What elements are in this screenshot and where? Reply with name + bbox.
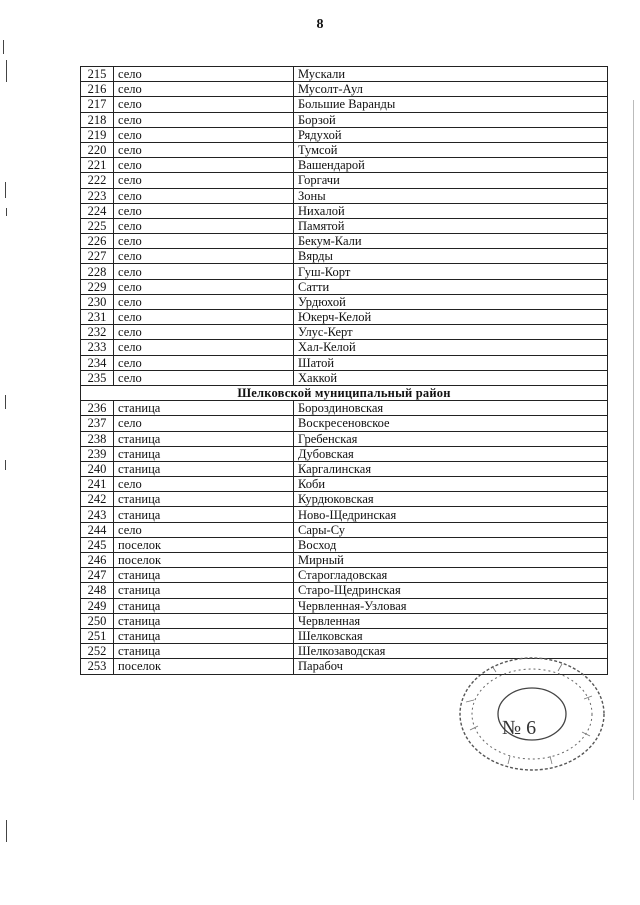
row-number: 252 [81, 644, 114, 659]
settlement-type: село [114, 158, 294, 173]
settlement-type: станица [114, 583, 294, 598]
table-row [81, 188, 608, 203]
settlement-name: Хал-Келой [294, 340, 608, 355]
settlement-name: Шелковская [294, 628, 608, 643]
row-number: 247 [81, 568, 114, 583]
settlement-type: село [114, 477, 294, 492]
settlement-name: Восход [294, 537, 608, 552]
settlement-name: Памятой [294, 218, 608, 233]
settlement-name: Борзой [294, 112, 608, 127]
row-number: 223 [81, 188, 114, 203]
settlement-type: село [114, 310, 294, 325]
seal-stamp-icon [452, 652, 608, 772]
district-name: Шелковской муниципальный район [81, 385, 608, 400]
settlement-name: Урдюхой [294, 294, 608, 309]
settlement-type: поселок [114, 659, 294, 674]
settlement-name: Горгачи [294, 173, 608, 188]
table-row [81, 461, 608, 476]
settlement-name: Нихалой [294, 203, 608, 218]
row-number: 225 [81, 218, 114, 233]
table-row [81, 446, 608, 461]
row-number: 227 [81, 249, 114, 264]
table-row [81, 249, 608, 264]
row-number: 242 [81, 492, 114, 507]
district-header-row [81, 385, 608, 400]
settlement-name: Сары-Су [294, 522, 608, 537]
settlement-type: село [114, 218, 294, 233]
settlement-name: Улус-Керт [294, 325, 608, 340]
settlement-type: село [114, 279, 294, 294]
scan-edge-mark [5, 460, 6, 470]
table-row [81, 431, 608, 446]
row-number: 231 [81, 310, 114, 325]
settlement-type: село [114, 522, 294, 537]
settlement-type: село [114, 112, 294, 127]
settlement-name: Мускали [294, 67, 608, 82]
settlement-name: Тумсой [294, 142, 608, 157]
settlement-type: поселок [114, 553, 294, 568]
settlement-type: село [114, 127, 294, 142]
table-row [81, 112, 608, 127]
row-number: 228 [81, 264, 114, 279]
row-number: 218 [81, 112, 114, 127]
settlement-name: Юкерч-Келой [294, 310, 608, 325]
row-number: 244 [81, 522, 114, 537]
settlement-name: Сатти [294, 279, 608, 294]
table-row [81, 310, 608, 325]
settlement-type: поселок [114, 537, 294, 552]
table-row [81, 158, 608, 173]
stamp-number: № 6 [502, 717, 537, 739]
settlement-type: станица [114, 431, 294, 446]
settlement-type: село [114, 188, 294, 203]
settlements-table-body [81, 67, 608, 675]
settlement-type: станица [114, 446, 294, 461]
settlement-name: Каргалинская [294, 461, 608, 476]
table-row [81, 477, 608, 492]
settlement-type: село [114, 82, 294, 97]
settlement-type: село [114, 67, 294, 82]
settlement-type: село [114, 370, 294, 385]
table-row [81, 82, 608, 97]
settlement-name: Бороздиновская [294, 401, 608, 416]
table-row [81, 583, 608, 598]
settlement-type: станица [114, 644, 294, 659]
settlement-name: Мирный [294, 553, 608, 568]
settlement-name: Хаккой [294, 370, 608, 385]
scan-edge-mark [6, 60, 7, 82]
settlement-name: Курдюковская [294, 492, 608, 507]
settlement-name: Мусолт-Аул [294, 82, 608, 97]
table-row [81, 553, 608, 568]
row-number: 245 [81, 537, 114, 552]
row-number: 241 [81, 477, 114, 492]
scan-edge-mark [3, 40, 4, 54]
table-row [81, 401, 608, 416]
settlement-name: Зоны [294, 188, 608, 203]
row-number: 229 [81, 279, 114, 294]
table-row [81, 97, 608, 112]
row-number: 243 [81, 507, 114, 522]
settlement-type: село [114, 173, 294, 188]
row-number: 240 [81, 461, 114, 476]
row-number: 253 [81, 659, 114, 674]
row-number: 250 [81, 613, 114, 628]
settlement-type: село [114, 203, 294, 218]
settlement-type: станица [114, 613, 294, 628]
settlement-type: село [114, 97, 294, 112]
settlement-name: Ново-Щедринская [294, 507, 608, 522]
settlement-name: Червленная [294, 613, 608, 628]
scan-edge-mark [5, 182, 6, 198]
row-number: 251 [81, 628, 114, 643]
row-number: 217 [81, 97, 114, 112]
settlement-type: село [114, 234, 294, 249]
table-row [81, 294, 608, 309]
settlement-name: Парабоч [294, 659, 608, 674]
table-row [81, 279, 608, 294]
row-number: 239 [81, 446, 114, 461]
row-number: 249 [81, 598, 114, 613]
settlement-name: Шатой [294, 355, 608, 370]
settlement-name: Староглaдовская [294, 568, 608, 583]
settlement-type: село [114, 294, 294, 309]
table-row [81, 67, 608, 82]
settlement-name: Воскресеновское [294, 416, 608, 431]
settlement-name: Гребенская [294, 431, 608, 446]
row-number: 234 [81, 355, 114, 370]
settlement-name: Шелкозаводская [294, 644, 608, 659]
row-number: 238 [81, 431, 114, 446]
row-number: 215 [81, 67, 114, 82]
table-row [81, 142, 608, 157]
table-row [81, 173, 608, 188]
row-number: 246 [81, 553, 114, 568]
table-row [81, 568, 608, 583]
table-row [81, 492, 608, 507]
settlement-name: Дубовская [294, 446, 608, 461]
table-row [81, 537, 608, 552]
row-number: 219 [81, 127, 114, 142]
row-number: 248 [81, 583, 114, 598]
table-row [81, 203, 608, 218]
settlement-type: село [114, 249, 294, 264]
settlement-type: село [114, 355, 294, 370]
scan-edge-mark [6, 820, 7, 842]
settlement-type: село [114, 142, 294, 157]
settlement-name: Гуш-Корт [294, 264, 608, 279]
settlement-type: станица [114, 492, 294, 507]
row-number: 221 [81, 158, 114, 173]
settlements-table [80, 66, 608, 675]
settlement-type: село [114, 340, 294, 355]
row-number: 237 [81, 416, 114, 431]
settlement-name: Большие Варанды [294, 97, 608, 112]
scan-edge-mark [633, 100, 634, 800]
settlement-type: станица [114, 507, 294, 522]
table-row [81, 522, 608, 537]
settlement-type: станица [114, 568, 294, 583]
settlement-type: станица [114, 401, 294, 416]
row-number: 222 [81, 173, 114, 188]
settlement-type: село [114, 325, 294, 340]
table-row [81, 355, 608, 370]
table-row [81, 325, 608, 340]
table-row [81, 416, 608, 431]
settlement-type: станица [114, 628, 294, 643]
table-row [81, 598, 608, 613]
settlement-name: Коби [294, 477, 608, 492]
table-row [81, 218, 608, 233]
row-number: 230 [81, 294, 114, 309]
table-row [81, 628, 608, 643]
row-number: 236 [81, 401, 114, 416]
row-number: 216 [81, 82, 114, 97]
page-number: 8 [316, 17, 324, 32]
scan-edge-mark [6, 208, 7, 216]
settlement-name: Вярды [294, 249, 608, 264]
settlement-type: станица [114, 461, 294, 476]
settlement-name: Бекум-Кали [294, 234, 608, 249]
row-number: 233 [81, 340, 114, 355]
table-row [81, 264, 608, 279]
scan-edge-mark [5, 395, 6, 409]
table-row [81, 507, 608, 522]
row-number: 226 [81, 234, 114, 249]
settlement-type: станица [114, 598, 294, 613]
settlement-type: село [114, 416, 294, 431]
settlement-name: Червленная-Узловая [294, 598, 608, 613]
settlement-name: Рядухой [294, 127, 608, 142]
table-row [81, 613, 608, 628]
table-row [81, 340, 608, 355]
table-row [81, 370, 608, 385]
row-number: 232 [81, 325, 114, 340]
table-row [81, 127, 608, 142]
row-number: 224 [81, 203, 114, 218]
table-row [81, 234, 608, 249]
settlement-name: Вашендарой [294, 158, 608, 173]
row-number: 235 [81, 370, 114, 385]
settlement-name: Старо-Щедринская [294, 583, 608, 598]
row-number: 220 [81, 142, 114, 157]
settlement-type: село [114, 264, 294, 279]
